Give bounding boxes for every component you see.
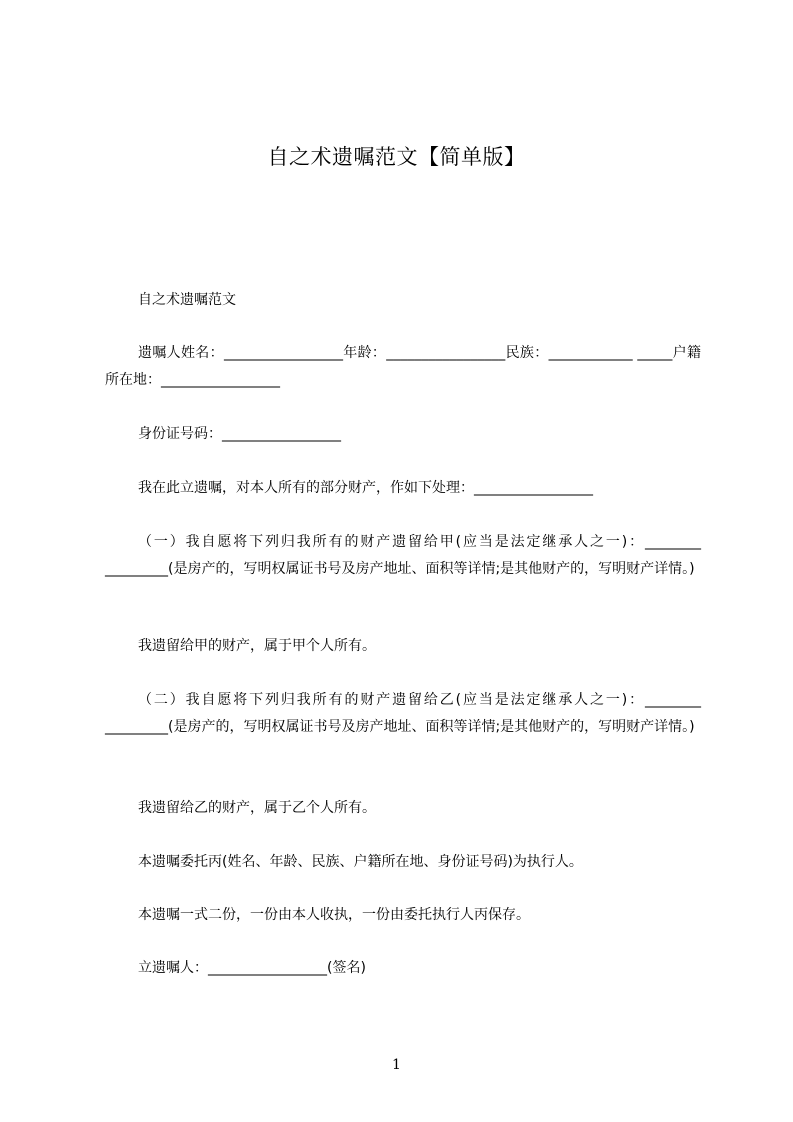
paragraph-subtitle: 自之术遗嘱范文	[138, 292, 236, 308]
paragraph-bequest-one-ownership: 我遗留给甲的财产，属于甲个人所有。	[138, 638, 376, 654]
paragraph-testator-info: 遗嘱人姓名：_________________年龄：_________________民族：____________ _____户籍所在地：_________________	[105, 345, 701, 388]
paragraph-bequest-one: （一）我自愿将下列归我所有的财产遗留给甲(应当是法定继承人之一)：________ _________(是房产的，写明权属证书号及房产地址、面积等详情;是其他财产的，写明财产详情。)	[105, 534, 701, 577]
paragraph-copies: 本遗嘱一式二份，一份由本人收执，一份由委托执行人丙保存。	[138, 907, 530, 923]
page-number: 1	[392, 1057, 401, 1073]
paragraph-executor: 本遗嘱委托丙(姓名、年龄、民族、户籍所在地、身份证号码)为执行人。	[138, 854, 583, 870]
paragraph-id-number: 身份证号码：_________________	[138, 426, 341, 442]
document-title: 自之术遗嘱范文【简单版】	[267, 145, 526, 169]
paragraph-bequest-two-ownership: 我遗留给乙的财产，属于乙个人所有。	[138, 800, 376, 816]
paragraph-signature: 立遗嘱人：_________________(签名)	[138, 960, 366, 976]
paragraph-declaration: 我在此立遗嘱，对本人所有的部分财产，作如下处理：_________________	[138, 480, 593, 496]
paragraph-bequest-two: （二）我自愿将下列归我所有的财产遗留给乙(应当是法定继承人之一)：________ _________(是房产的，写明权属证书号及房产地址、面积等详情;是其他财产的，写明财产详情。)	[105, 692, 701, 735]
